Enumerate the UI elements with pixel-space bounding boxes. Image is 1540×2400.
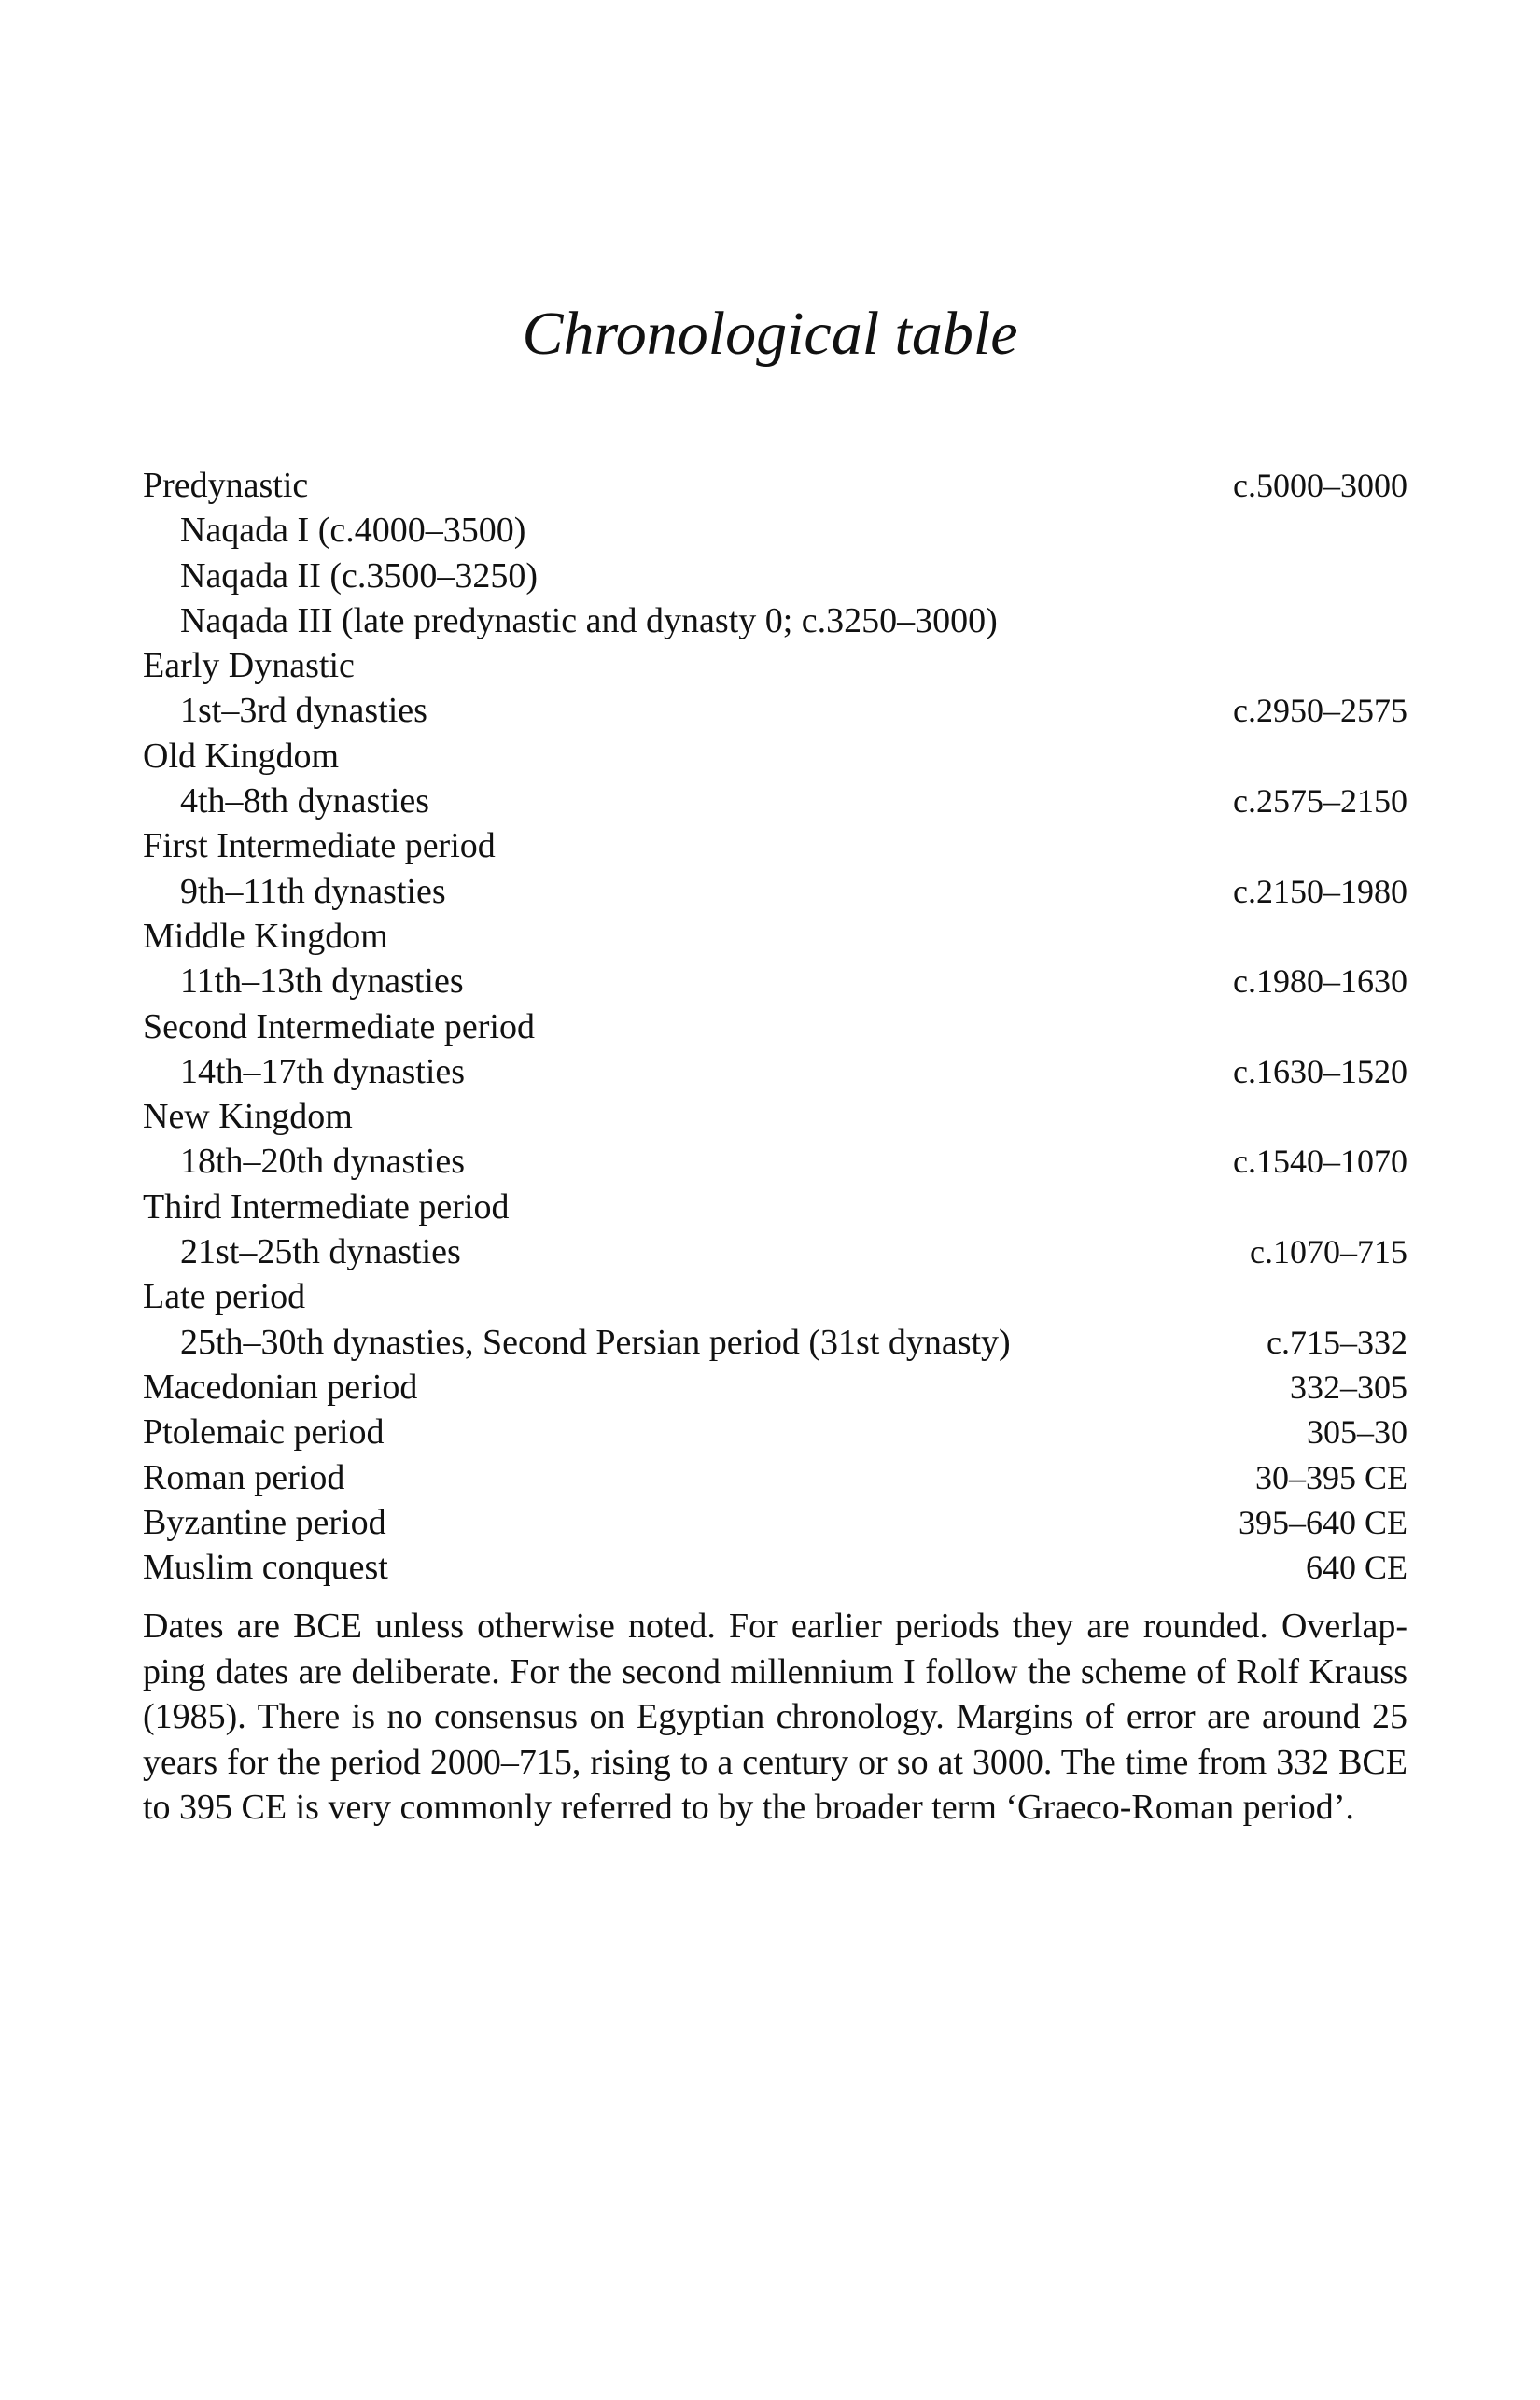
table-subrow [143, 508, 1407, 553]
table-row [143, 643, 1407, 688]
table-row [143, 1410, 1407, 1454]
period-label: Roman period [143, 1457, 345, 1497]
period-label: 9th–11th dynasties [180, 871, 446, 911]
table-subrow [143, 1229, 1407, 1274]
period-label: Middle Kingdom [143, 916, 388, 956]
period-label: 4th–8th dynasties [180, 781, 430, 821]
table-row [143, 1365, 1407, 1410]
period-label: Naqada I (c.4000–3500) [180, 511, 526, 551]
period-date: c.715–332 [1267, 1323, 1407, 1361]
table-subrow [143, 1139, 1407, 1184]
period-date: c.2150–1980 [1233, 872, 1407, 910]
period-label: Ptolemaic period [143, 1412, 385, 1453]
period-label: 11th–13th dynasties [180, 961, 464, 1002]
table-row [143, 914, 1407, 959]
table-row [143, 1274, 1407, 1319]
period-label: First Intermediate period [143, 826, 496, 866]
table-subrow [143, 688, 1407, 733]
period-date: c.1070–715 [1250, 1233, 1407, 1271]
period-date: c.2575–2150 [1233, 782, 1407, 821]
table-subrow [143, 554, 1407, 598]
period-label: Macedonian period [143, 1367, 418, 1407]
period-date: c.1540–1070 [1233, 1143, 1407, 1181]
period-label: Early Dynastic [143, 646, 355, 686]
period-label: Second Intermediate period [143, 1006, 535, 1046]
period-date: c.1630–1520 [1233, 1052, 1407, 1090]
page-title: Chronological table [522, 300, 1018, 368]
table-row [143, 1004, 1407, 1049]
table-row [143, 1094, 1407, 1139]
table-row [143, 1500, 1407, 1545]
period-label: Late period [143, 1277, 306, 1317]
period-date: c.2950–2575 [1233, 692, 1407, 730]
table-row [143, 1455, 1407, 1500]
table-subrow [143, 598, 1407, 643]
period-date: c.5000–3000 [1233, 467, 1407, 504]
table-subrow [143, 779, 1407, 823]
table-row [143, 734, 1407, 779]
table-subrow [143, 869, 1407, 914]
table-subrow [143, 1049, 1407, 1094]
period-label: Third Intermediate period [143, 1186, 510, 1227]
period-label: New Kingdom [143, 1097, 353, 1137]
chronological-table [143, 463, 1407, 1590]
period-label: 25th–30th dynasties, Second Persian period (31st dynasty) [180, 1322, 1011, 1362]
period-label: 14th–17th dynasties [180, 1051, 466, 1091]
period-date: 332–305 [1290, 1368, 1407, 1406]
period-label: Muslim conquest [143, 1548, 388, 1588]
period-date: c.1980–1630 [1233, 962, 1407, 1001]
period-date: 305–30 [1307, 1413, 1407, 1452]
period-label: Predynastic [143, 466, 309, 505]
period-label: 1st–3rd dynasties [180, 691, 427, 731]
period-label: Naqada III (late predynastic and dynasty 0; c.3250–3000) [180, 600, 998, 640]
period-label: Naqada II (c.3500–3250) [180, 555, 539, 596]
period-label: Byzantine period [143, 1502, 386, 1542]
period-label: 18th–20th dynasties [180, 1142, 466, 1182]
period-date: 395–640 CE [1238, 1503, 1407, 1541]
table-note: Dates are BCE unless otherwise noted. For earlier periods they are rounded. Overlap-ping dates are deliberate. For the second millennium I follow the scheme of Rolf Krauss (1985). There is no consensus on Egyptian chronology. Margins of error are around 25 years for the period 2000–715, rising to a century or so at 3000. The time from 332 BCE to 395 CE is very commonly referred to by the broader term ‘Graeco-Roman period’. [143, 1607, 1407, 1827]
period-date: 640 CE [1305, 1549, 1407, 1587]
table-row [143, 463, 1407, 508]
period-label: Old Kingdom [143, 736, 340, 776]
table-subrow [143, 1320, 1407, 1365]
table-row [143, 1545, 1407, 1590]
table-row [143, 1185, 1407, 1229]
table-row [143, 823, 1407, 868]
period-date: 30–395 CE [1254, 1458, 1407, 1496]
period-label: 21st–25th dynasties [180, 1232, 461, 1272]
table-subrow [143, 959, 1407, 1004]
